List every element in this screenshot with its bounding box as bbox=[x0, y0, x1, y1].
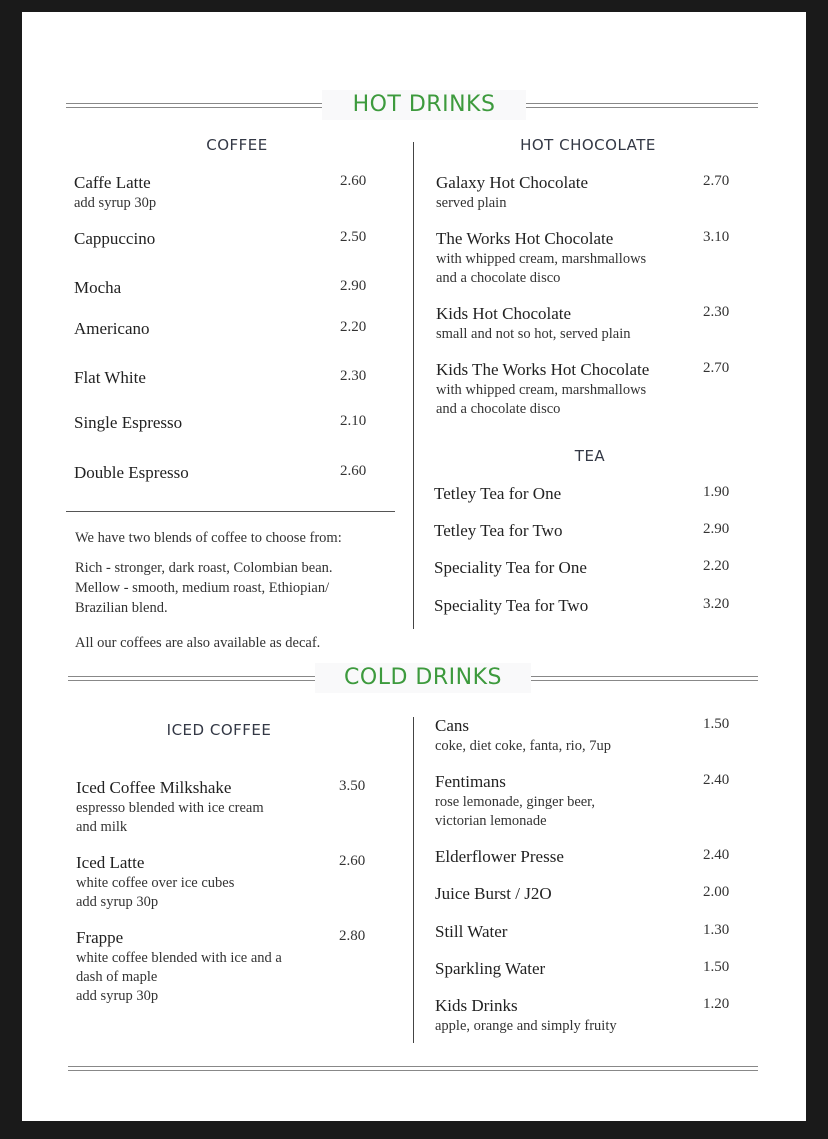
iced-coffee-title: ICED COFFEE bbox=[166, 721, 272, 739]
menu-item-name: Cans bbox=[435, 716, 469, 735]
menu-item-desc: add syrup 30p bbox=[76, 988, 159, 1004]
menu-item-name: Double Espresso bbox=[74, 463, 189, 482]
menu-item-desc: and a chocolate disco bbox=[436, 270, 561, 286]
column-divider bbox=[413, 717, 414, 1043]
footer-rule bbox=[68, 1066, 758, 1071]
menu-item-price: 2.20 bbox=[703, 558, 730, 574]
menu-item-name: Tetley Tea for One bbox=[434, 484, 562, 503]
coffee-note: Rich - stronger, dark roast, Colombian bean. bbox=[75, 560, 333, 576]
menu-item-price: 2.90 bbox=[340, 278, 367, 294]
menu-item-price: 2.70 bbox=[703, 173, 730, 189]
menu-item-desc: small and not so hot, served plain bbox=[436, 326, 631, 342]
menu-item-desc: rose lemonade, ginger beer, bbox=[435, 794, 596, 810]
menu-item-price: 1.50 bbox=[703, 959, 730, 975]
menu-item-desc: coke, diet coke, fanta, rio, 7up bbox=[435, 738, 611, 754]
menu-item-name: Fentimans bbox=[435, 772, 506, 791]
menu-item-name: Caffe Latte bbox=[74, 173, 151, 192]
menu-item-name: Frappe bbox=[76, 928, 124, 947]
menu-page bbox=[22, 12, 806, 1121]
menu-item-name: Elderflower Presse bbox=[435, 847, 564, 866]
menu-item-name: Speciality Tea for Two bbox=[434, 596, 589, 615]
tea-title: TEA bbox=[574, 447, 606, 465]
menu-item-price: 2.80 bbox=[339, 928, 366, 944]
menu-item-desc: espresso blended with ice cream bbox=[76, 800, 264, 816]
menu-item-desc: add syrup 30p bbox=[74, 195, 157, 211]
menu-item-name: Iced Coffee Milkshake bbox=[76, 778, 232, 797]
menu-item-price: 2.50 bbox=[340, 229, 367, 245]
menu-item-name: Speciality Tea for One bbox=[434, 558, 587, 577]
hot-drinks-title: HOT DRINKS bbox=[322, 90, 526, 120]
menu-item-name: Kids The Works Hot Chocolate bbox=[436, 360, 650, 379]
menu-item-desc: dash of maple bbox=[76, 969, 158, 985]
column-divider bbox=[413, 142, 414, 629]
menu-item-price: 2.60 bbox=[340, 463, 367, 479]
menu-item-price: 2.40 bbox=[703, 772, 730, 788]
cold-drinks-title: COLD DRINKS bbox=[315, 663, 531, 693]
menu-item-desc: add syrup 30p bbox=[76, 894, 159, 910]
menu-item-name: Sparkling Water bbox=[435, 959, 546, 978]
menu-item-price: 1.50 bbox=[703, 716, 730, 732]
menu-item-name: Tetley Tea for Two bbox=[434, 521, 563, 540]
menu-item-name: Americano bbox=[74, 319, 150, 338]
menu-item-price: 2.60 bbox=[340, 173, 367, 189]
menu-item-name: Cappuccino bbox=[74, 229, 156, 248]
coffee-title: COFFEE bbox=[206, 136, 268, 154]
menu-item-price: 2.00 bbox=[703, 884, 730, 900]
menu-item-price: 2.70 bbox=[703, 360, 730, 376]
menu-item-desc: white coffee blended with ice and a bbox=[76, 950, 282, 966]
menu-item-desc: with whipped cream, marshmallows bbox=[436, 382, 647, 398]
menu-item-price: 3.50 bbox=[339, 778, 366, 794]
menu-item-price: 1.90 bbox=[703, 484, 730, 500]
menu-item-desc: victorian lemonade bbox=[435, 813, 547, 829]
menu-item-name: Still Water bbox=[435, 922, 508, 941]
menu-item-price: 3.10 bbox=[703, 229, 730, 245]
menu-item-desc: served plain bbox=[436, 195, 507, 211]
menu-item-price: 1.30 bbox=[703, 922, 730, 938]
menu-item-name: Galaxy Hot Chocolate bbox=[436, 173, 589, 192]
menu-item-desc: apple, orange and simply fruity bbox=[435, 1018, 617, 1034]
menu-item-name: Kids Drinks bbox=[435, 996, 518, 1015]
menu-item-name: Kids Hot Chocolate bbox=[436, 304, 572, 323]
menu-item-name: Juice Burst / J2O bbox=[435, 884, 552, 903]
menu-item-price: 2.30 bbox=[340, 368, 367, 384]
menu-item-desc: and a chocolate disco bbox=[436, 401, 561, 417]
menu-item-desc: white coffee over ice cubes bbox=[76, 875, 235, 891]
menu-item-price: 2.90 bbox=[703, 521, 730, 537]
menu-item-name: Single Espresso bbox=[74, 413, 183, 432]
coffee-note: All our coffees are also available as decaf. bbox=[75, 635, 321, 651]
coffee-note: We have two blends of coffee to choose from: bbox=[75, 530, 342, 546]
menu-item-name: Iced Latte bbox=[76, 853, 145, 872]
menu-item-name: The Works Hot Chocolate bbox=[436, 229, 614, 248]
menu-item-price: 2.20 bbox=[340, 319, 367, 335]
menu-item-desc: with whipped cream, marshmallows bbox=[436, 251, 647, 267]
menu-item-price: 2.40 bbox=[703, 847, 730, 863]
hot-chocolate-title: HOT CHOCOLATE bbox=[520, 136, 656, 154]
menu-item-name: Flat White bbox=[74, 368, 146, 387]
menu-item-price: 3.20 bbox=[703, 596, 730, 612]
coffee-divider bbox=[66, 511, 395, 512]
menu-item-price: 2.10 bbox=[340, 413, 367, 429]
menu-item-price: 2.30 bbox=[703, 304, 730, 320]
menu-item-desc: and milk bbox=[76, 819, 128, 835]
menu-item-price: 1.20 bbox=[703, 996, 730, 1012]
coffee-note: Brazilian blend. bbox=[75, 600, 168, 616]
menu-item-price: 2.60 bbox=[339, 853, 366, 869]
coffee-note: Mellow - smooth, medium roast, Ethiopian/ bbox=[75, 580, 330, 596]
menu-item-name: Mocha bbox=[74, 278, 122, 297]
